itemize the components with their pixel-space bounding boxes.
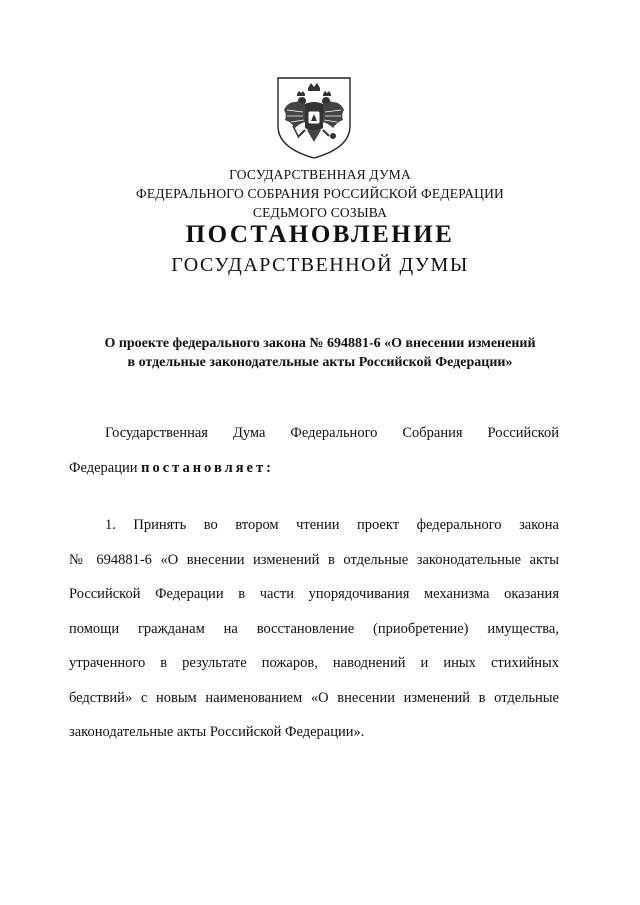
preamble-line-1: Государственная Дума Федерального Собрания Российской — [105, 425, 559, 441]
item-1-line: бедствий» с новым наименованием «О внесении изменений в отдельные — [69, 689, 559, 706]
document-subtitle: ГОСУДАРСТВЕННОЙ ДУМЫ — [171, 254, 469, 276]
state-emblem-icon — [275, 76, 353, 160]
item-1-line: Российской Федерации в части упорядочивания механизма оказания — [69, 586, 559, 602]
item-1-paragraph — [69, 508, 559, 750]
issuer-header — [0, 165, 640, 222]
item-1-line: 1. Принять во втором чтении проект федерального закона — [105, 517, 559, 533]
issuer-line-2: ФЕДЕРАЛЬНОГО СОБРАНИЯ РОССИЙСКОЙ ФЕДЕРАЦИИ — [136, 186, 504, 201]
item-1-line: утраченного в результате пожаров, наводнений и иных стихийных — [69, 655, 559, 671]
subject-line-1: О проекте федерального закона № 694881-6 «О внесении изменений — [104, 336, 536, 351]
document-type-title: ПОСТАНОВЛЕНИЕ — [185, 221, 455, 248]
preamble-line-2 — [69, 451, 559, 486]
issuer-line-1: ГОСУДАРСТВЕННАЯ ДУМА — [229, 167, 411, 182]
subject-line-2: в отдельные законодательные акты Российской Федерации» — [127, 355, 513, 370]
issuer-line-3: СЕДЬМОГО СОЗЫВА — [252, 205, 388, 220]
item-1-line: № 694881-6 «О внесении изменений в отдельные законодательные акты — [69, 551, 559, 568]
preamble-paragraph — [69, 416, 559, 485]
preamble-text: Федерации — [69, 459, 142, 476]
item-1-line: законодательные акты Российской Федерации». — [69, 724, 365, 740]
resolution-subject — [0, 334, 640, 372]
item-1-line: помощи гражданам на восстановление (приобретение) имущества, — [69, 620, 559, 637]
decree-verb: постановляет: — [141, 459, 274, 476]
